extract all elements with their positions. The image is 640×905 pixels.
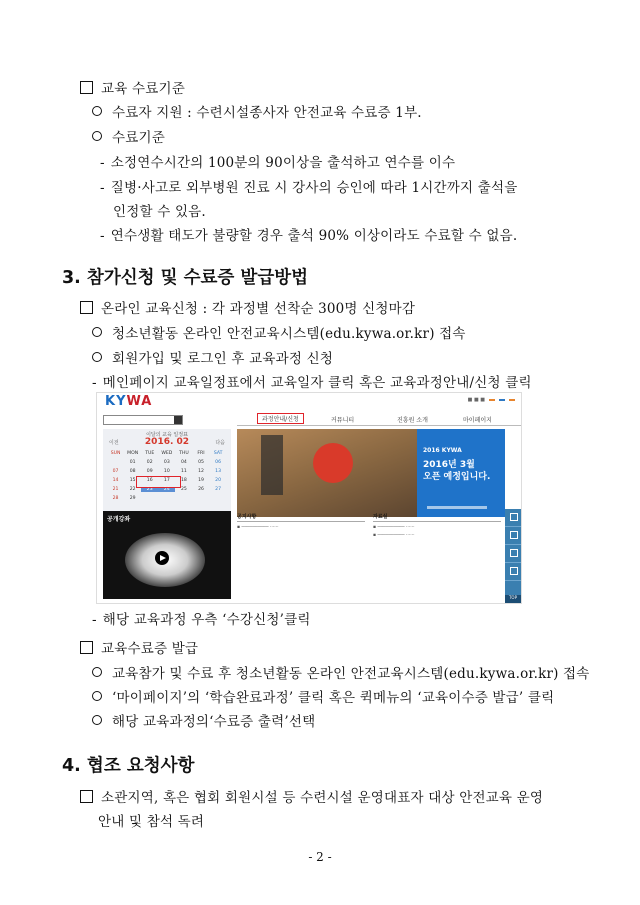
- completion-title: 교육 수료기준: [80, 77, 185, 97]
- calendar-cell: SUN: [110, 451, 121, 456]
- calendar-cell: 18: [180, 478, 187, 483]
- square-bullet-icon: [80, 301, 93, 314]
- calendar-cell: 20: [215, 478, 222, 483]
- quick-menu-item-icon: [505, 563, 521, 581]
- apply-dash-2: - 해당 교육과정 우측 ‘수강신청’클릭: [92, 612, 311, 628]
- square-bullet-icon: [80, 81, 93, 94]
- calendar-cell: 28: [112, 496, 119, 501]
- calendar-cell: 29: [129, 496, 136, 501]
- calendar-cell: 03: [163, 460, 170, 465]
- calendar-cell: 02: [146, 460, 153, 465]
- calendar-cell: 26: [198, 487, 204, 492]
- calendar-cell: 04: [180, 460, 187, 465]
- notice-board: 공지사항 ▪ ────────── ······: [237, 513, 365, 553]
- circle-bullet-icon: [92, 106, 102, 116]
- calendar-next: 다음: [215, 440, 225, 446]
- calendar-cell: FRI: [197, 451, 205, 456]
- certificate-bullet-2: ‘마이페이지’의 ‘학습완료과정’ 클릭 혹은 퀵메뉴의 ‘교육이수증 발급’ 클릭: [92, 686, 554, 706]
- calendar-cell: 25: [180, 487, 187, 492]
- site-search-input: [103, 415, 183, 425]
- circle-bullet-icon: [92, 352, 102, 362]
- search-icon: [174, 416, 182, 424]
- quick-menu-item-icon: [505, 527, 521, 545]
- calendar-cell: 24: [158, 487, 175, 492]
- calendar-cell: 09: [146, 469, 153, 474]
- nav-mypage: 마이페이지: [463, 417, 492, 424]
- calendar-cell: 27: [215, 487, 222, 492]
- calendar-cell: 11: [180, 469, 187, 474]
- calendar-cell: 21: [112, 487, 119, 492]
- nav-about: 진흥원 소개: [397, 417, 428, 424]
- certificate-title: 교육수료증 발급: [80, 637, 198, 657]
- site-nav: [237, 413, 521, 426]
- nav-course-apply: 과정안내/신청: [257, 413, 304, 424]
- site-logo: KYWA: [105, 394, 153, 409]
- section-heading-4: 4. 협조 요청사항: [62, 756, 195, 776]
- circle-bullet-icon: [92, 715, 102, 725]
- request-line-2: 안내 및 참석 독려: [98, 814, 205, 830]
- square-bullet-icon: [80, 641, 93, 654]
- square-bullet-icon: [80, 790, 93, 803]
- calendar-cell: 07: [112, 469, 119, 474]
- completion-bullet-1: 수료자 지원 : 수련시설종사자 안전교육 수료증 1부.: [92, 101, 422, 121]
- open-banner: 2016 KYWA 2016년 3월 오픈 예정입니다.: [417, 429, 505, 517]
- calendar-cell: 23: [141, 487, 158, 492]
- calendar-month: 2016. 02: [144, 437, 190, 447]
- climber-helmet: [313, 443, 353, 483]
- certificate-bullet-3: 해당 교육과정의‘수료증 출력’선택: [92, 710, 315, 730]
- calendar-cell: 22: [129, 487, 136, 492]
- circle-bullet-icon: [92, 691, 102, 701]
- circle-bullet-icon: [92, 667, 102, 677]
- apply-title: 온라인 교육신청 : 각 과정별 선착순 300명 신청마감: [80, 297, 415, 317]
- apply-bullet-2: 회원가입 및 로그인 후 교육과정 신청: [92, 347, 333, 367]
- request-line-1: 소관지역, 혹은 협회 회원시설 등 수련시설 운영대표자 대상 안전교육 운영: [80, 786, 543, 806]
- lecture-video: 공개강좌: [103, 511, 231, 599]
- site-header: [97, 393, 521, 411]
- calendar-cell: 17: [163, 478, 170, 483]
- page-number: - 2 -: [308, 850, 332, 864]
- quick-menu-item-icon: [505, 545, 521, 563]
- calendar-cell: 14: [112, 478, 119, 483]
- nav-community: 커뮤니티: [331, 417, 355, 424]
- education-calendar: 이달의 교육 일정표 이전 2016. 02 다음 SUN MON TUE WED THU FRI SAT 01 02 03 04 05 06 07 08 09 10 11 12 13 14 15 16 17 18 19 20 21 22 23 24 25 26 27 28 29: [103, 429, 231, 515]
- calendar-cell: THU: [179, 451, 189, 456]
- calendar-cell: 06: [215, 460, 222, 465]
- calendar-cell: MON: [127, 451, 139, 456]
- quick-menu: [505, 509, 521, 603]
- data-room: 자료실 ▪ ────────── ······ ▪ ────────── ······: [373, 513, 501, 553]
- calendar-cell: 13: [215, 469, 222, 474]
- calendar-week-row: [107, 467, 227, 476]
- quick-menu-top: TOP: [505, 595, 521, 603]
- apply-bullet-1: 청소년활동 온라인 안전교육시스템(edu.kywa.or.kr) 접속: [92, 322, 466, 342]
- calendar-cell: SAT: [213, 451, 223, 456]
- calendar-cell: TUE: [145, 451, 155, 456]
- calendar-week-row: [107, 494, 227, 503]
- calendar-cell: 12: [198, 469, 204, 474]
- calendar-week-row: [107, 458, 227, 467]
- completion-dash-1: - 소정연수시간의 100분의 90이상을 출석하고 연수를 이수: [100, 155, 456, 171]
- section-heading-3: 3. 참가신청 및 수료증 발급방법: [62, 268, 309, 288]
- completion-bullet-2: 수료기준: [92, 126, 165, 146]
- circle-bullet-icon: [92, 327, 102, 337]
- website-screenshot: [96, 392, 522, 604]
- quick-menu-item-icon: [505, 509, 521, 527]
- calendar-cell: 15: [129, 478, 136, 483]
- completion-dash-3: - 연수생활 태도가 불량할 경우 출석 90% 이상이라도 수료할 수 없음.: [100, 228, 518, 244]
- top-links: ■ ■ ■: [464, 397, 515, 403]
- calendar-cell: 01: [129, 460, 136, 465]
- circle-bullet-icon: [92, 131, 102, 141]
- completion-dash-2: - 질병·사고로 외부병원 진료 시 강사의 승인에 따라 1시간까지 출석을: [100, 180, 518, 196]
- calendar-header-row: [107, 449, 227, 458]
- certificate-bullet-1: 교육참가 및 수료 후 청소년활동 온라인 안전교육시스템(edu.kywa.or.kr) 접속: [92, 662, 590, 682]
- calendar-cell: 16: [146, 478, 153, 483]
- calendar-prev: 이전: [109, 440, 119, 446]
- calendar-cell: 19: [198, 478, 204, 483]
- calendar-cell: 10: [163, 469, 170, 474]
- completion-dash-2-cont: 인정할 수 있음.: [113, 204, 206, 220]
- apply-dash-1: - 메인페이지 교육일정표에서 교육일자 클릭 혹은 교육과정안내/신청 클릭: [92, 375, 532, 391]
- calendar-cell: 05: [198, 460, 204, 465]
- play-icon: [155, 551, 169, 565]
- calendar-selection-highlight: [136, 476, 181, 488]
- calendar-cell: WED: [161, 451, 173, 456]
- calendar-cell: 08: [129, 469, 136, 474]
- hero-image: [237, 429, 505, 517]
